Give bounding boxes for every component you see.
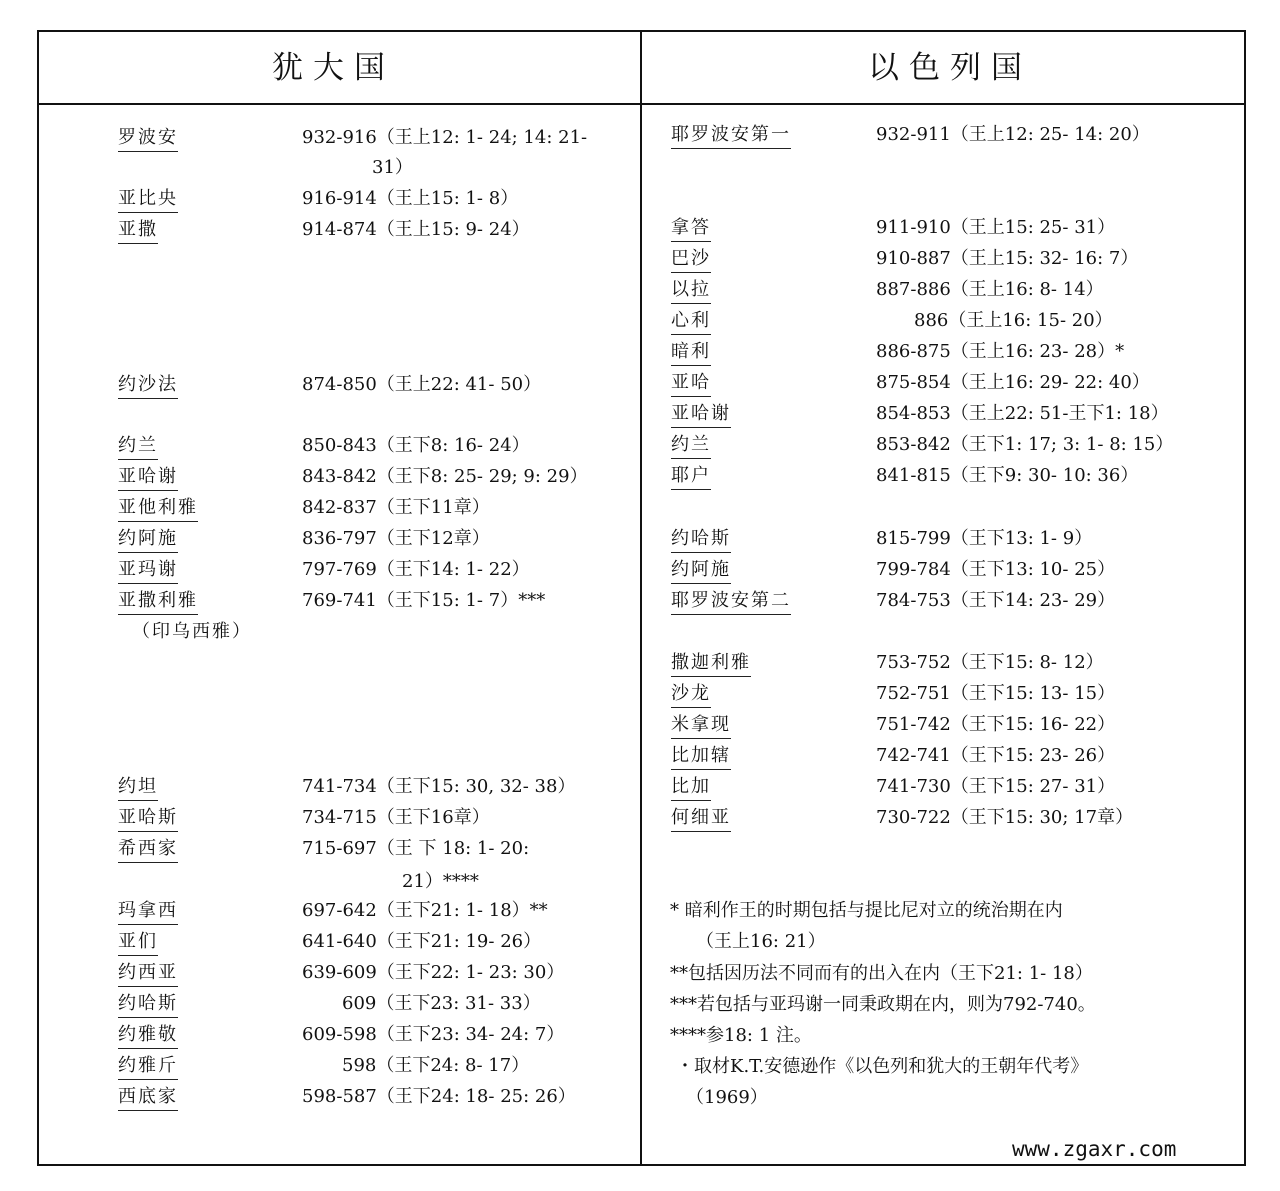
reign-ref: 598-587（王下24: 18- 25: 26） <box>302 1086 576 1107</box>
king-name: 亚们 <box>118 931 158 956</box>
king-name: 耶罗波安第一 <box>671 124 791 149</box>
watermark-url: www.zgaxr.com <box>1012 1137 1177 1161</box>
king-name: 玛拿西 <box>118 900 178 925</box>
king-name: 亚哈谢 <box>118 466 178 491</box>
king-name: 希西家 <box>118 838 178 863</box>
reign-ref: 850-843（王下8: 16- 24） <box>302 435 530 456</box>
column-divider <box>640 30 642 1166</box>
king-name: 约雅斤 <box>118 1055 178 1080</box>
reign-ref: 815-799（王下13: 1- 9） <box>876 528 1093 549</box>
king-name: 亚撒利雅 <box>118 590 198 615</box>
king-name: 心利 <box>671 310 711 335</box>
reign-ref: 31） <box>372 157 413 178</box>
king-name: 亚撒 <box>118 219 158 244</box>
reign-ref: 910-887（王上15: 32- 16: 7） <box>876 248 1139 269</box>
reign-ref: 797-769（王下14: 1- 22） <box>302 559 530 580</box>
king-name: 约哈斯 <box>671 528 731 553</box>
reign-ref: 753-752（王下15: 8- 12） <box>876 652 1104 673</box>
footnote: * 暗利作王的时期包括与提比尼对立的统治期在内 <box>670 900 1063 921</box>
footnote: ****参18: 1 注。 <box>670 1025 812 1046</box>
reign-ref: 715-697（王 下 18: 1- 20: <box>302 838 530 859</box>
reign-ref: 784-753（王下14: 23- 29） <box>876 590 1116 611</box>
reign-ref: 641-640（王下21: 19- 26） <box>302 931 542 952</box>
king-name: 耶户 <box>671 465 711 490</box>
reign-ref: 916-914（王上15: 1- 8） <box>302 188 519 209</box>
footnote: ・取材K.T.安德逊作《以色列和犹大的王朝年代考》 <box>676 1056 1089 1077</box>
reign-ref: 854-853（王上22: 51-王下1: 18） <box>876 403 1169 424</box>
reign-ref: 886（王上16: 15- 20） <box>914 310 1113 331</box>
reign-ref: 914-874（王上15: 9- 24） <box>302 219 530 240</box>
reign-ref: 843-842（王下8: 25- 29; 9: 29） <box>302 466 588 487</box>
footnote: （1969） <box>686 1087 768 1108</box>
reign-ref: 853-842（王下1: 17; 3: 1- 8: 15） <box>876 434 1174 455</box>
king-name: 亚哈斯 <box>118 807 178 832</box>
reign-ref: 842-837（王下11章） <box>302 497 490 518</box>
king-name: 以拉 <box>671 279 711 304</box>
king-name: 约雅敬 <box>118 1024 178 1049</box>
king-name: 罗波安 <box>118 127 178 152</box>
reign-ref: 751-742（王下15: 16- 22） <box>876 714 1116 735</box>
reign-ref: 734-715（王下16章） <box>302 807 490 828</box>
reign-ref: 932-916（王上12: 1- 24; 14: 21- <box>302 127 588 148</box>
reign-ref: 598（王下24: 8- 17） <box>342 1055 530 1076</box>
king-name: 耶罗波安第二 <box>671 590 791 615</box>
reign-ref: 911-910（王上15: 25- 31） <box>876 217 1116 238</box>
header-divider <box>37 103 1246 105</box>
reign-ref: 799-784（王下13: 10- 25） <box>876 559 1116 580</box>
king-name: 亚他利雅 <box>118 497 198 522</box>
king-name: 约西亚 <box>118 962 178 987</box>
reign-ref: 730-722（王下15: 30; 17章） <box>876 807 1134 828</box>
king-name: 西底家 <box>118 1086 178 1111</box>
reign-ref: 21）**** <box>402 871 479 892</box>
reign-ref: 752-751（王下15: 13- 15） <box>876 683 1116 704</box>
king-name: 亚比央 <box>118 188 178 213</box>
reign-ref: 609（王下23: 31- 33） <box>342 993 541 1014</box>
reign-ref: 887-886（王上16: 8- 14） <box>876 279 1104 300</box>
king-name: 巴沙 <box>671 248 711 273</box>
king-name: 暗利 <box>671 341 711 366</box>
footnote: **包括因历法不同而有的出入在内（王下21: 1- 18） <box>670 963 1093 984</box>
reign-ref: 742-741（王下15: 23- 26） <box>876 745 1116 766</box>
reign-ref: 932-911（王上12: 25- 14: 20） <box>876 124 1150 145</box>
king-alt-name: （印乌西雅） <box>132 621 252 642</box>
reign-ref: 886-875（王上16: 23- 28）* <box>876 341 1125 362</box>
king-name: 米拿现 <box>671 714 731 739</box>
king-name: 约沙法 <box>118 374 178 399</box>
king-name: 撒迦利雅 <box>671 652 751 677</box>
king-name: 约兰 <box>118 435 158 460</box>
king-name: 约阿施 <box>118 528 178 553</box>
footnote: （王上16: 21） <box>696 931 826 952</box>
judah-heading: 犹大国 <box>272 50 395 86</box>
reign-ref: 741-734（王下15: 30, 32- 38） <box>302 776 576 797</box>
king-name: 何细亚 <box>671 807 731 832</box>
reign-ref: 875-854（王上16: 29- 22: 40） <box>876 372 1150 393</box>
king-name: 亚哈谢 <box>671 403 731 428</box>
king-name: 约阿施 <box>671 559 731 584</box>
king-name: 约哈斯 <box>118 993 178 1018</box>
israel-heading: 以色列国 <box>868 50 1032 86</box>
king-name: 约兰 <box>671 434 711 459</box>
reign-ref: 841-815（王下9: 30- 10: 36） <box>876 465 1139 486</box>
king-name: 沙龙 <box>671 683 711 708</box>
reign-ref: 769-741（王下15: 1- 7）*** <box>302 590 546 611</box>
king-name: 比加 <box>671 776 711 801</box>
reign-ref: 609-598（王下23: 34- 24: 7） <box>302 1024 565 1045</box>
king-name: 比加辖 <box>671 745 731 770</box>
footnote: ***若包括与亚玛谢一同秉政期在内，则为792-740。 <box>670 994 1096 1015</box>
king-name: 亚玛谢 <box>118 559 178 584</box>
reign-ref: 741-730（王下15: 27- 31） <box>876 776 1116 797</box>
king-name: 约坦 <box>118 776 158 801</box>
king-name: 亚哈 <box>671 372 711 397</box>
reign-ref: 697-642（王下21: 1- 18）** <box>302 900 548 921</box>
reign-ref: 836-797（王下12章） <box>302 528 490 549</box>
reign-ref: 874-850（王上22: 41- 50） <box>302 374 542 395</box>
king-name: 拿答 <box>671 217 711 242</box>
reign-ref: 639-609（王下22: 1- 23: 30） <box>302 962 565 983</box>
